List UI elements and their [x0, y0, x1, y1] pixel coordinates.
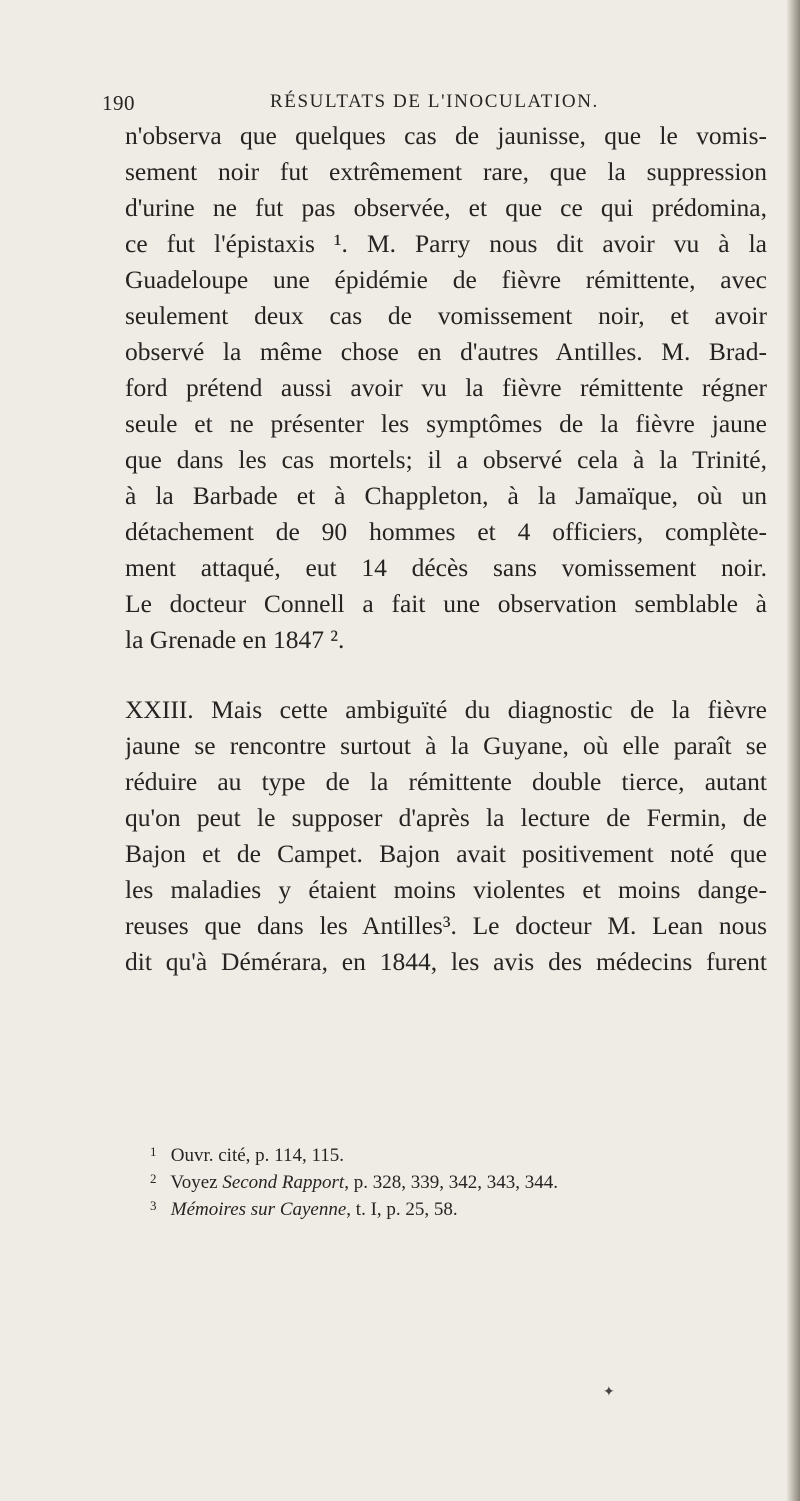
text-line: la Grenade en 1847 ².	[125, 625, 345, 654]
text-line: d'urine ne fut pas observée, et que ce qui prédomina,	[125, 193, 767, 222]
text-line: observé la même chose en d'autres Antilles. M. Brad-	[125, 337, 767, 366]
footnote	[150, 1165, 750, 1192]
text-line: seule et ne présenter les symptômes de la fièvre jaune	[125, 409, 767, 438]
paragraph-gap	[125, 658, 767, 692]
text-line: n'observa que quelques cas de jaunisse, que le vomis-	[125, 121, 767, 150]
text-line: seulement deux cas de vomissement noir, et avoir	[125, 301, 767, 330]
text-line: Bajon et de Campet. Bajon avait positivement noté que	[125, 839, 767, 868]
footnote	[150, 1138, 750, 1165]
text-line: qu'on peut le supposer d'après la lecture de Fermin, de	[125, 803, 767, 832]
footnote-number: 1	[150, 1144, 157, 1159]
page-edge	[786, 0, 800, 1501]
text-line: sement noir fut extrêmement rare, que la suppression	[125, 157, 767, 186]
footnotes	[150, 1138, 750, 1219]
footnote-text: Ouvr. cité, p. 114, 115.	[170, 1145, 345, 1166]
text-line: Le docteur Connell a fait une observation semblable à	[125, 589, 767, 618]
text-line: ce fut l'épistaxis ¹. M. Parry nous dit avoir vu à la	[125, 229, 767, 258]
text-line: XXIII. Mais cette ambiguïté du diagnostic de la fièvre	[125, 695, 767, 724]
text-line: jaune se rencontre surtout à la Guyane, où elle paraît se	[125, 731, 767, 760]
page-number: 190	[102, 91, 135, 115]
text-line: reuses que dans les Antilles³. Le docteur M. Lean nous	[125, 911, 767, 940]
body-text	[125, 118, 767, 980]
text-line: à la Barbade et à Chappleton, à la Jamaïque, où un	[125, 481, 767, 510]
text-line: ment attaqué, eut 14 décès sans vomissement noir.	[125, 553, 767, 582]
footnote-number: 3	[150, 1198, 157, 1213]
text-line: dit qu'à Démérara, en 1844, les avis des médecins furent	[125, 947, 767, 976]
ink-speck: ✦	[603, 1385, 615, 1400]
text-line: ford prétend aussi avoir vu la fièvre rémittente régner	[125, 373, 767, 402]
text-line: Guadeloupe une épidémie de fièvre rémittente, avec	[125, 265, 767, 294]
text-line: que dans les cas mortels; il a observé cela à la Trinité,	[125, 445, 767, 474]
footnote-number: 2	[150, 1171, 157, 1186]
running-title: RÉSULTATS DE L'INOCULATION.	[270, 91, 599, 112]
footnote-text-post: , p. 328, 339, 342, 343, 344.	[344, 1172, 558, 1193]
footnote-text-pre: Voyez	[170, 1172, 223, 1193]
text-line: détachement de 90 hommes et 4 officiers, complète-	[125, 517, 767, 546]
footnote-title: Second Rapport	[222, 1172, 345, 1193]
text-line: réduire au type de la rémittente double tierce, autant	[125, 767, 767, 796]
text-line: les maladies y étaient moins violentes et moins dange-	[125, 875, 767, 904]
footnote-title: Mémoires sur Cayenne	[170, 1199, 347, 1220]
footnote-text-post: , t. I, p. 25, 58.	[346, 1199, 458, 1220]
footnote	[150, 1192, 750, 1219]
running-head	[102, 91, 722, 119]
